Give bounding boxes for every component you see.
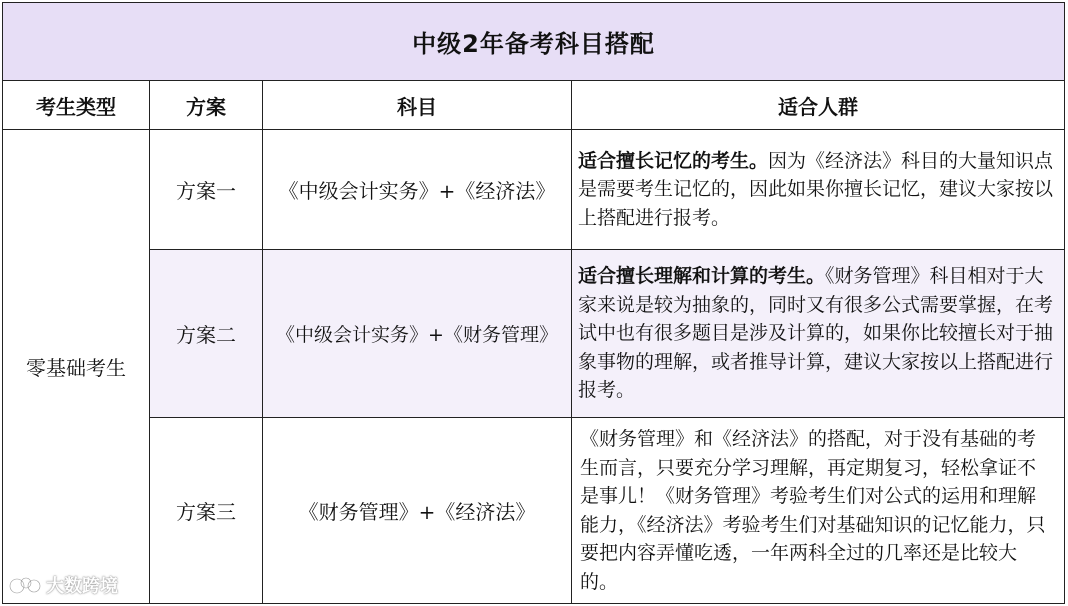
plan-2: 方案二 [150,250,263,418]
audience-1 [572,130,1065,250]
audience-2 [572,250,1065,418]
plan-1: 方案一 [150,130,263,250]
subjects-2: 《中级会计实务》+《财务管理》 [263,250,572,418]
candidate-type-cell: 零基础考生 [2,130,150,604]
audience-1-highlight: 适合擅长记忆的考生。 [578,149,769,172]
subjects-3: 《财务管理》+《经济法》 [263,418,572,604]
header-candidate-type: 考生类型 [2,81,150,130]
watermark-logo-icon [8,573,42,597]
audience-2-highlight: 适合擅长理解和计算的考生。 [578,265,826,288]
subjects-1: 《中级会计实务》+《经济法》 [263,130,572,250]
watermark [8,572,118,598]
audience-3 [572,418,1065,604]
watermark-text: 大数跨境 [46,576,118,597]
audience-2-text: 《财务管理》科目相对于大家来说是较为抽象的，同时又有很多公式需要掌握，在考试中也有很多题目是涉及计算的，如果你比较擅长对于抽象事物的理解，或者推导计算，建议大家按以上搭配进行报考。 [578,265,1054,402]
header-audience: 适合人群 [572,81,1065,130]
header-plan: 方案 [150,81,263,130]
audience-3-text: 《财务管理》和《经济法》的搭配，对于没有基础的考生而言，只要充分学习理解，再定期复习，轻松拿证不是事儿！《财务管理》考验考生们对公式的运用和理解能力，《经济法》考验考生们对基础知识的记忆能力，只要把内容弄懂吃透，一年两科全过的几率还是比较大的。 [580,428,1046,593]
table-title: 中级2年备考科目搭配 [2,2,1065,81]
header-subject: 科目 [263,81,572,130]
audience-1-text: 因为《经济法》科目的大量知识点是需要考生记忆的，因此如果你擅长记忆，建议大家按以上搭配进行报考。 [578,149,1054,229]
plan-3: 方案三 [150,418,263,604]
